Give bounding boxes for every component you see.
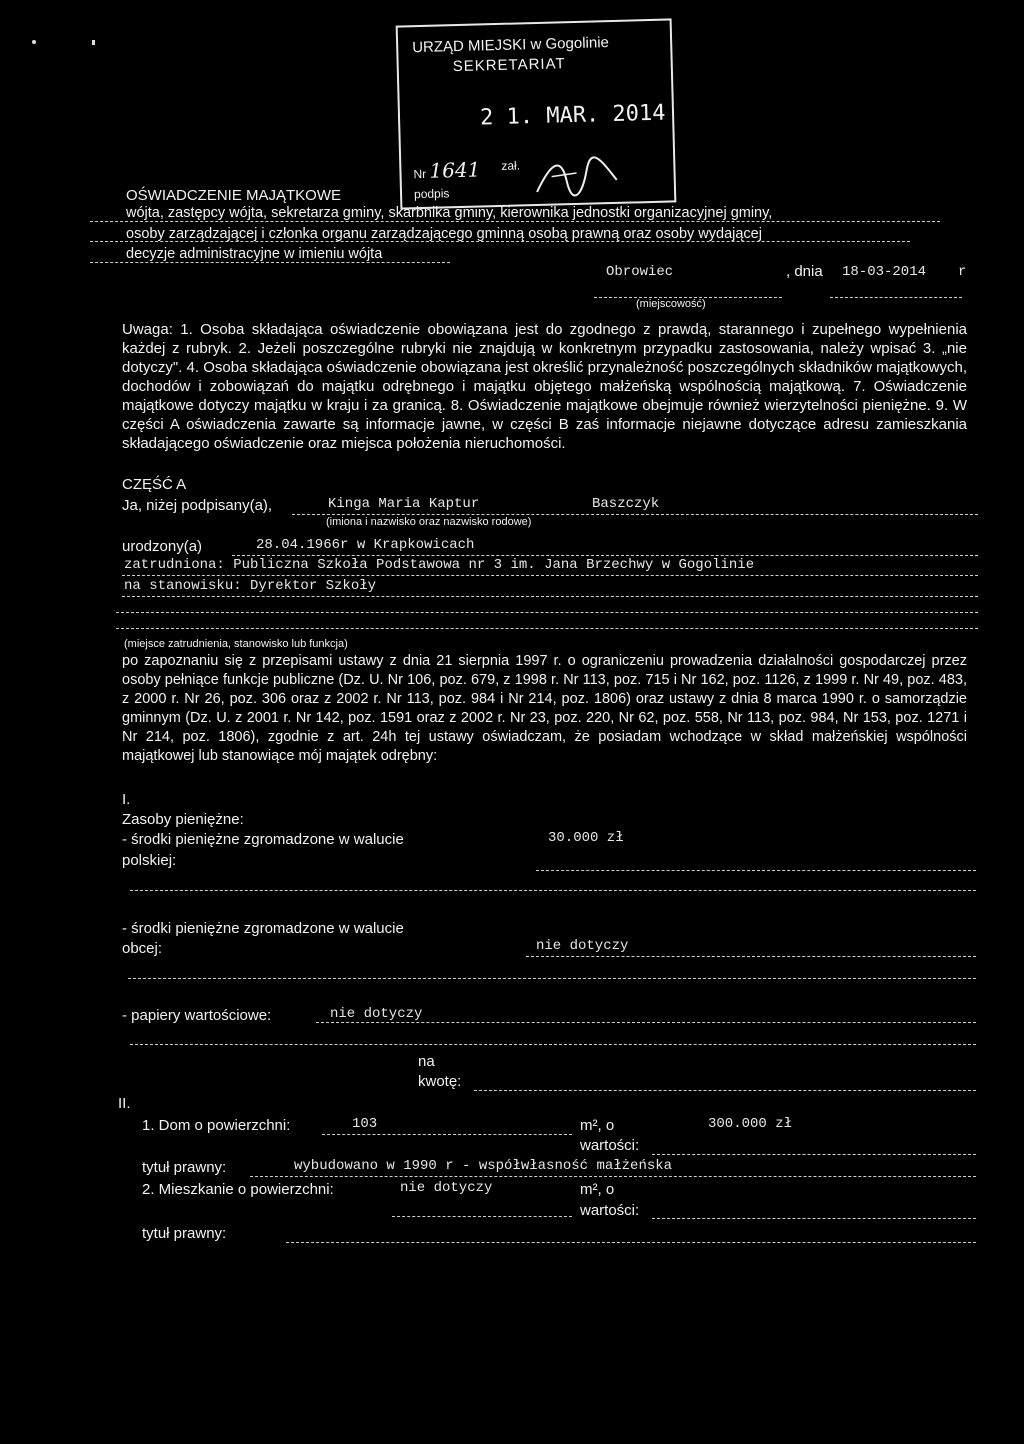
securities-underline-2 (130, 1044, 976, 1045)
house-title-value: wybudowano w 1990 r - współwłasność małżeńska (294, 1158, 673, 1174)
stamp-office-name: URZĄD MIEJSKI w Gogolinie (412, 34, 610, 57)
instructions-note: Uwaga: 1. Osoba składająca oświadczenie obowiązana jest do zgodnego z prawdą, starannego i zupełnego wypełnienia każdej z rubryk. 2. Jeżeli poszczególne rubryki nie znajdują w konkretnym przypadku zastosowania, należy wpisać 3. „nie dotyczy". 4. Osoba składająca oświadczenie obowiązana jest określić przynależność poszczególnych składników majątkowych, dochodów i zobowiązań do majątku odrębnego i majątku objętego małżeńską wspólnością majątkową. 7. Oświadczenie majątkowe dotyczy majątku w kraju i za granicą. 8. Oświadczenie majątkowe obejmuje również wierzytelności pieniężne. 9. W części A oświadczenia zawarte są informacje jawne, w części B zaś informacje niejawne dotyczące adresu zamieszkania składającego oświadczenie oraz miejsca położenia nieruchomości. (122, 321, 967, 452)
foreign-underline-1 (526, 956, 976, 957)
declarant-caption: (imiona i nazwisko oraz nazwisko rodowe) (326, 516, 532, 528)
flat-area-underline (392, 1216, 572, 1217)
header-underline-3 (90, 262, 450, 263)
section-2-numeral: II. (118, 1095, 131, 1112)
securities-label: - papiery wartościowe: (122, 1007, 272, 1024)
declarant-label: Ja, niżej podpisany(a), (122, 497, 273, 514)
section-heading: CZĘŚĆ A (122, 476, 187, 493)
house-unit: m², o (580, 1117, 615, 1134)
header-line-2: osoby zarządzającej i członka organu zarządzającego gminną osobą prawną oraz osoby wydającej (126, 226, 762, 242)
house-label: 1. Dom o powierzchni: (142, 1117, 291, 1134)
employment-underline-4 (116, 628, 978, 629)
house-title-label: tytuł prawny: (142, 1159, 227, 1176)
date-underline (830, 297, 962, 298)
stamp-attachment-label: zał. (501, 158, 521, 173)
handwritten-signature (531, 150, 622, 202)
flat-title-label: tytuł prawny: (142, 1225, 227, 1242)
foreign-label-line-2: obcej: (122, 940, 163, 957)
section-1-numeral: I. (122, 791, 131, 808)
stamp-number-value: 1641 (429, 157, 481, 183)
securities-value: nie dotyczy (330, 1006, 423, 1022)
house-value-label: wartości: (580, 1137, 640, 1154)
amount-label: kwotę: (418, 1073, 462, 1090)
date-value: 18-03-2014 (842, 264, 927, 280)
securities-underline-1 (316, 1022, 976, 1023)
flat-title-underline (286, 1242, 976, 1243)
amount-underline (474, 1090, 976, 1091)
header-underline-2 (90, 241, 910, 242)
employment-line-1: zatrudniona: Publiczna Szkoła Podstawowa nr 3 im. Jana Brzechwy w Gogolinie (124, 557, 755, 573)
scan-speck (92, 40, 95, 45)
pln-label-line-1: - środki pieniężne zgromadzone w walucie (122, 831, 404, 848)
flat-value-underline (652, 1218, 976, 1219)
place-caption: (miejscowość) (636, 298, 706, 310)
house-value: 300.000 zł (708, 1116, 793, 1132)
employment-line-2: na stanowisku: Dyrektor Szkoły (124, 578, 377, 594)
birth-underline (232, 555, 978, 556)
foreign-value: nie dotyczy (536, 938, 629, 954)
pln-underline-1 (536, 870, 976, 871)
pln-value: 30.000 zł (548, 830, 624, 846)
house-area: 103 (352, 1116, 378, 1132)
declarant-name: Kinga Maria Kaptur (328, 496, 480, 512)
employment-caption: (miejsce zatrudnienia, stanowisko lub funkcja) (124, 638, 348, 650)
stamp-department: SEKRETARIAT (452, 55, 566, 76)
document-title: OŚWIADCZENIE MAJĄTKOWE (126, 187, 342, 204)
flat-area: nie dotyczy (400, 1180, 493, 1196)
stamp-number-label: Nr (413, 166, 427, 182)
house-area-underline (322, 1134, 572, 1135)
header-line-1: wójta, zastępcy wójta, sekretarza gminy, skarbnika gminy, kierownika jednostki organizacyjnej gminy, (126, 205, 773, 221)
scan-speck (32, 40, 36, 44)
house-value-underline (652, 1154, 976, 1155)
pln-label-line-2: polskiej: (122, 852, 177, 869)
declarant-surname: Baszczyk (592, 496, 660, 512)
declarant-underline (292, 514, 978, 515)
cash-heading: Zasoby pieniężne: (122, 811, 244, 828)
stamp-signature-label: podpis (413, 186, 450, 202)
flat-unit: m², o (580, 1181, 615, 1198)
header-line-3: decyzje administracyjne w imieniu wójta (126, 246, 383, 262)
employment-underline-2 (122, 596, 978, 597)
house-title-underline (250, 1176, 976, 1177)
employment-underline-1 (122, 575, 978, 576)
pln-underline-2 (130, 890, 976, 891)
na-label: na (418, 1053, 435, 1070)
legal-text: po zapoznaniu się z przepisami ustawy z dnia 21 sierpnia 1997 r. o ograniczeniu prowadzenia działalności gospodarczej przez osoby pełniące funkcje publiczne (Dz. U. Nr 106, poz. 679, z 1998 r. Nr 113, poz. 715 i Nr 162, poz. 1126, z 1999 r. Nr 49, poz. 483, z 2000 r. Nr 26, poz. 306 oraz z 2002 r. Nr 113, poz. 984 i Nr 214, poz. 1806) oraz ustawy z dnia 8 marca 1990 r. o samorządzie gminnym (Dz. U. z 2001 r. Nr 142, poz. 1591 oraz z 2002 r. Nr 23, poz. 220, Nr 62, poz. 558, Nr 113, poz. 984, Nr 153, poz. 1271 i Nr 214, poz. 1806), zgodnie z art. 24h tej ustawy oświadczam, że posiadam wchodzące w skład małżeńskiej wspólności majątkowej lub stanowiące mój majątek odrębny: (122, 653, 967, 764)
flat-value-label: wartości: (580, 1202, 640, 1219)
birth-label: urodzony(a) (122, 538, 203, 555)
date-label: , dnia (786, 263, 823, 280)
flat-label: 2. Mieszkanie o powierzchni: (142, 1181, 334, 1198)
date-suffix: r (958, 264, 967, 280)
foreign-label-line-1: - środki pieniężne zgromadzone w walucie (122, 920, 404, 937)
birth-value: 28.04.1966r w Krapkowicach (256, 537, 475, 553)
employment-underline-3 (116, 612, 978, 613)
place-value: Obrowiec (606, 264, 674, 280)
header-underline-1 (90, 221, 940, 222)
stamp-date: 2 1. MAR. 2014 (479, 100, 666, 131)
stamp-number (413, 157, 481, 183)
foreign-underline-2 (128, 978, 976, 979)
office-stamp (396, 18, 677, 209)
